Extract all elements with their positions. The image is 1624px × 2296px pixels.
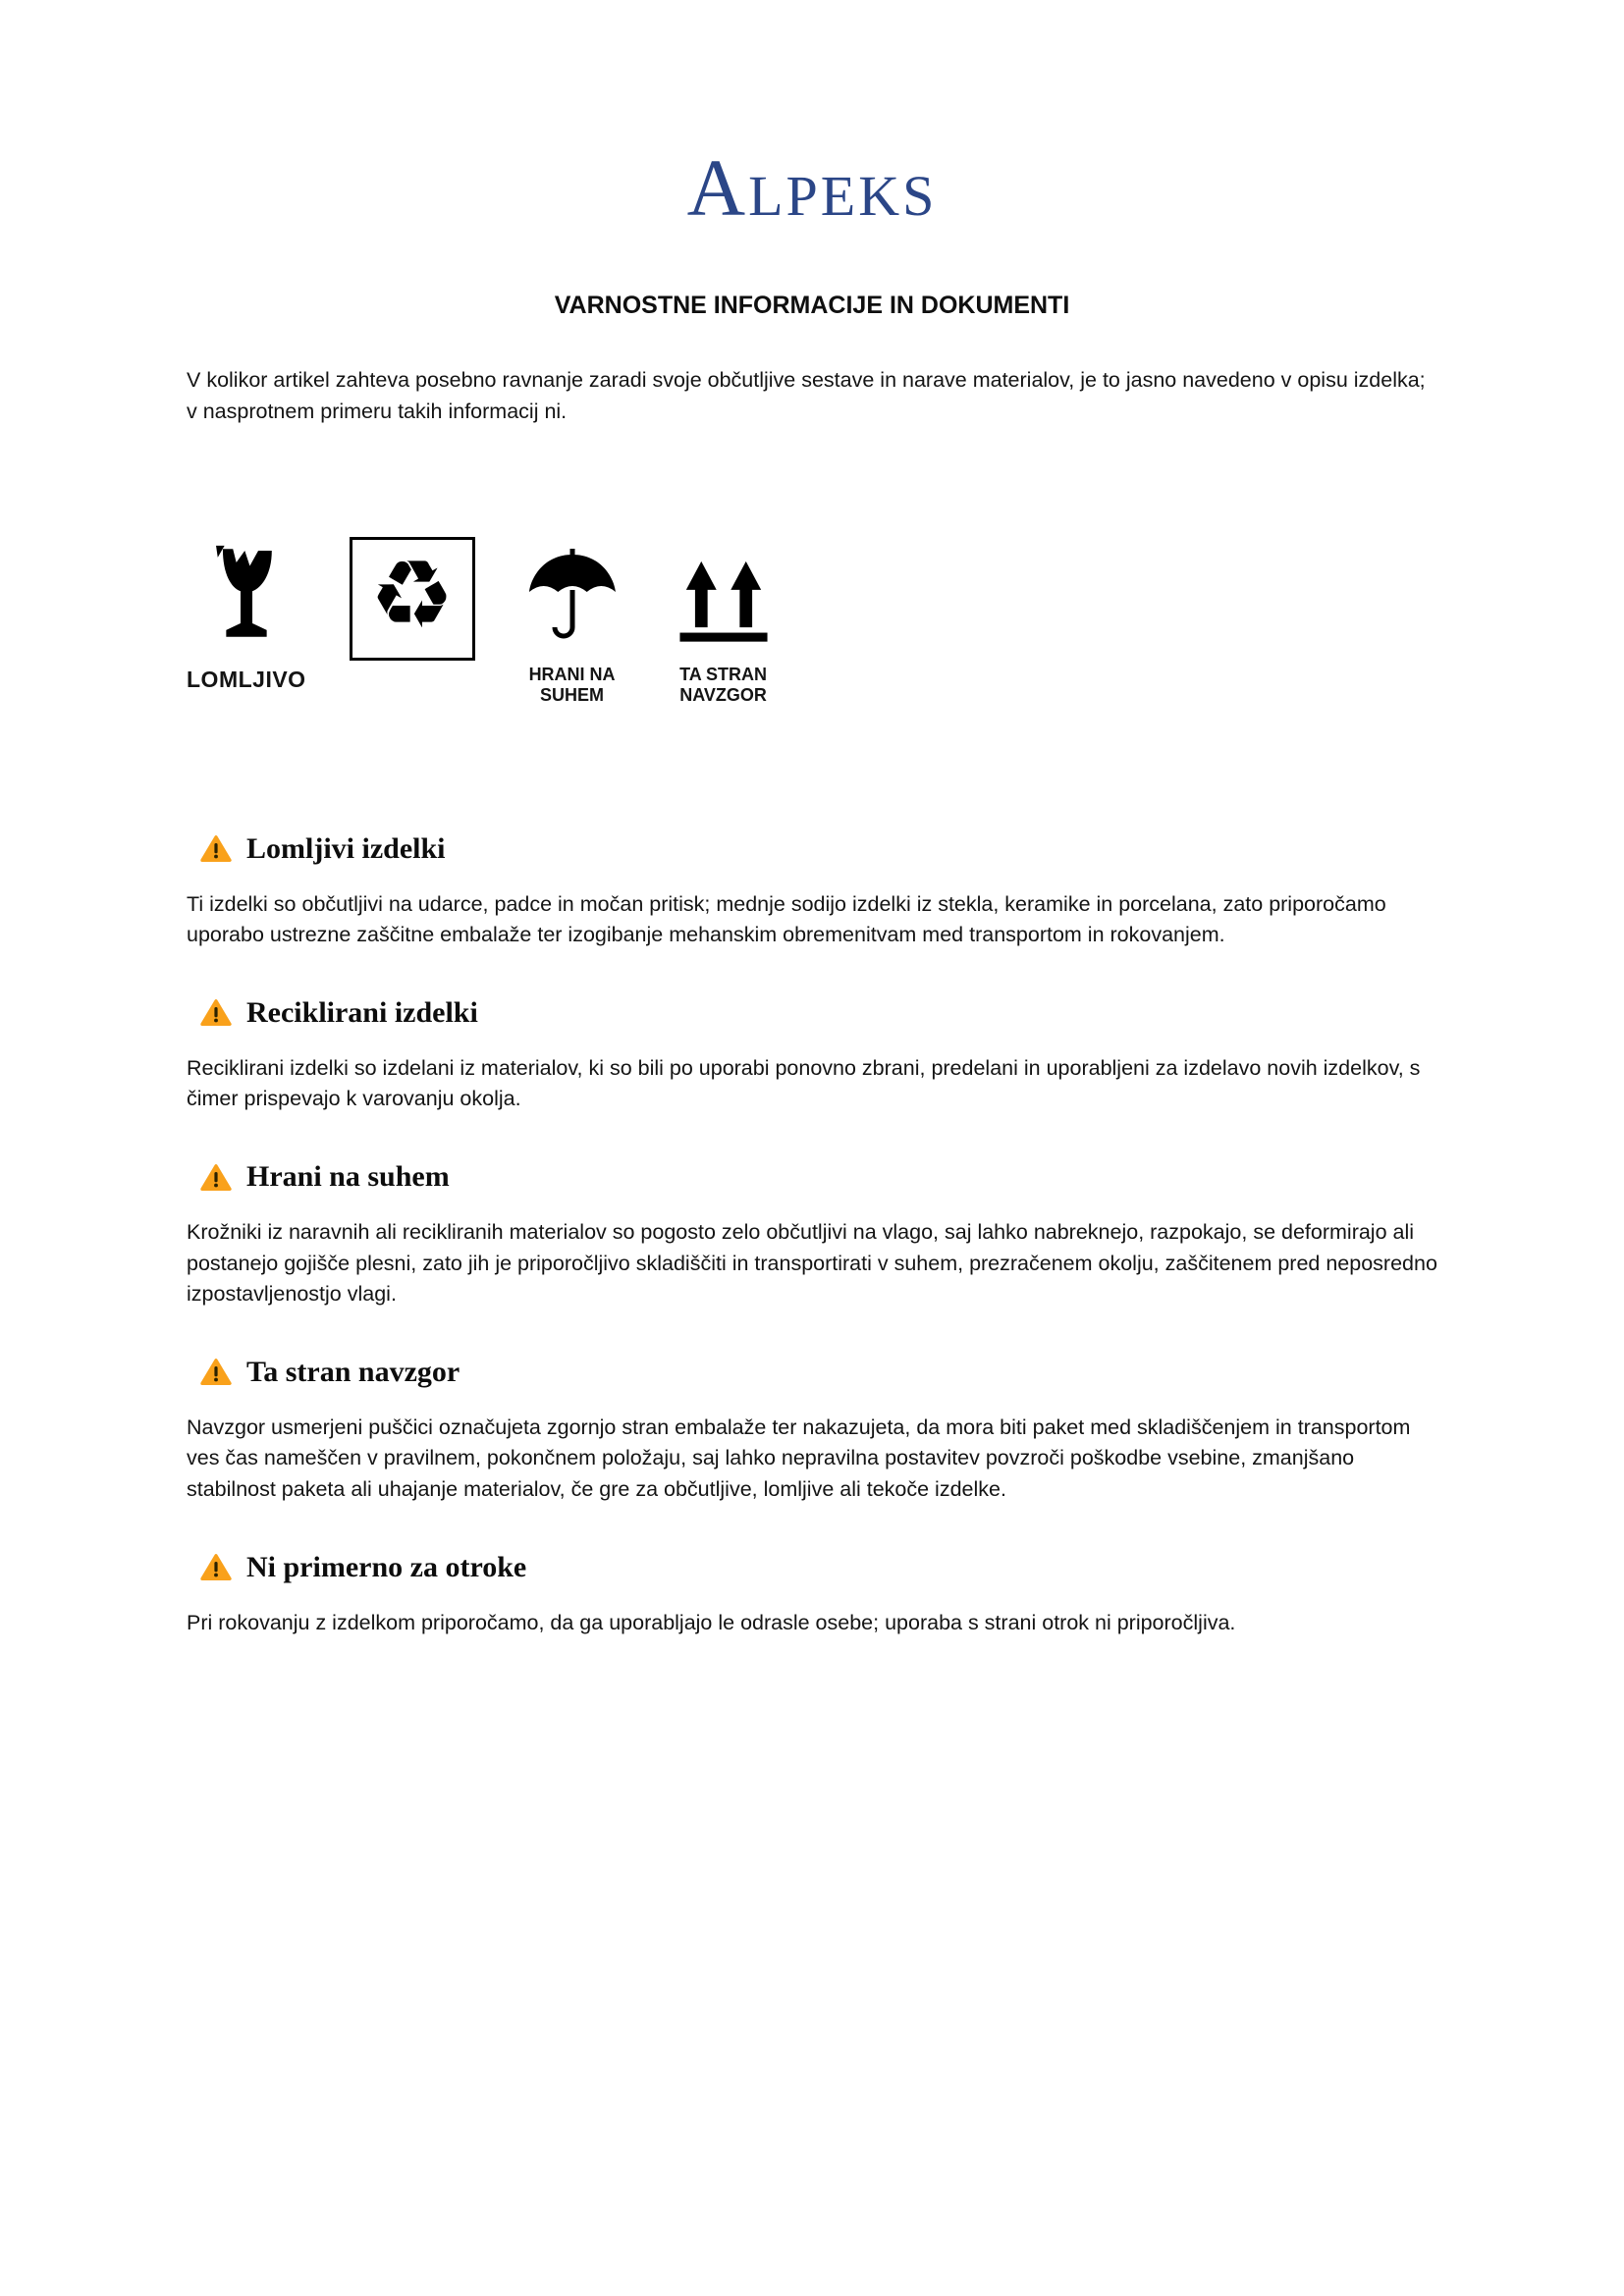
section-paragraph: Pri rokovanju z izdelkom priporočamo, da ga uporabljajo le odrasle osebe; uporaba s strani otrok ni priporočljiva. xyxy=(187,1610,1236,1634)
section-title: Ni primerno za otroke xyxy=(246,1550,527,1583)
section-heading-row xyxy=(187,996,1437,1030)
keep-dry-label: HRANI NA SUHEM xyxy=(528,665,616,706)
recycle-glyph: ♻ xyxy=(369,540,455,651)
section-title: Ta stran navzgor xyxy=(246,1355,460,1388)
section-fragile-products xyxy=(187,832,1437,951)
packaging-symbols-row xyxy=(187,537,1437,706)
section-this-side-up xyxy=(187,1356,1437,1506)
document-title: VARNOSTNE INFORMACIJE IN DOKUMENTI xyxy=(554,292,1070,319)
section-keep-dry xyxy=(187,1160,1437,1310)
fragile-glass-icon xyxy=(204,537,289,661)
warning-icon xyxy=(200,1358,232,1386)
symbol-fragile xyxy=(187,537,306,693)
warning-icon xyxy=(200,1553,232,1581)
section-paragraph: Krožniki iz naravnih ali recikliranih materialov so pogosto zelo občutljivi na vlago, saj lahko nabreknejo, razpokajo, se deformirajo ali postanejo gojišče plesni, zato jih je priporočljivo skladiščiti in transportirati v suhem, prezračenem okolju, zaščitenem pred neposredno izpostavljenostjo vlagi. xyxy=(187,1220,1437,1307)
section-heading-row xyxy=(187,1551,1437,1584)
warning-icon xyxy=(200,1163,232,1192)
fragile-label: LOMLJIVO xyxy=(187,667,306,693)
recycling-icon xyxy=(350,537,475,661)
section-heading-row xyxy=(187,1160,1437,1194)
section-paragraph: Reciklirani izdelki so izdelani iz materialov, ki so bili po uporabi ponovno zbrani, predelani in uporabljeni za izdelavo novih izdelkov, s čimer prispevajo k varovanju okolja. xyxy=(187,1055,1421,1111)
alpeks-logo: ALPEKS xyxy=(686,143,938,233)
umbrella-icon xyxy=(521,537,623,661)
intro-paragraph: V kolikor artikel zahteva posebno ravnanje zaradi svoje občutljive sestave in narave materialov, je to jasno navedeno v opisu izdelka; v nasprotnem primeru takih informacij ni. xyxy=(187,368,1426,423)
section-heading-row xyxy=(187,1356,1437,1389)
section-not-for-children xyxy=(187,1551,1437,1639)
symbol-this-side-up xyxy=(670,537,778,706)
warning-icon xyxy=(200,998,232,1027)
sections xyxy=(187,832,1437,1639)
this-side-up-label: TA STRAN NAVZGOR xyxy=(679,665,768,706)
section-paragraph: Navzgor usmerjeni puščici označujeta zgornjo stran embalaže ter nakazujeta, da mora biti paket med skladiščenjem in transportom ves čas nameščen v pravilnem, pokončnem položaju, saj lahko nepravilna postavitev povzroči poškodbe vsebine, zmanjšano stabilnost paketa ali uhajanje materialov, če gre za občutljive, lomljive ali tekoče izdelke. xyxy=(187,1415,1411,1501)
section-title: Lomljivi izdelki xyxy=(246,831,446,865)
symbol-keep-dry xyxy=(518,537,626,706)
section-title: Reciklirani izdelki xyxy=(246,995,478,1029)
this-side-up-icon xyxy=(675,537,773,661)
section-recycled-products xyxy=(187,996,1437,1115)
section-heading-row xyxy=(187,832,1437,866)
section-paragraph: Ti izdelki so občutljivi na udarce, padce in močan pritisk; mednje sodijo izdelki iz stekla, keramike in porcelana, zato priporočamo uporabo ustrezne zaščitne embalaže ter izogibanje mehanskim obremenitvam med transportom in rokovanjem. xyxy=(187,891,1386,947)
section-title: Hrani na suhem xyxy=(246,1160,450,1194)
warning-icon xyxy=(200,834,232,863)
symbol-recycling xyxy=(350,537,475,661)
